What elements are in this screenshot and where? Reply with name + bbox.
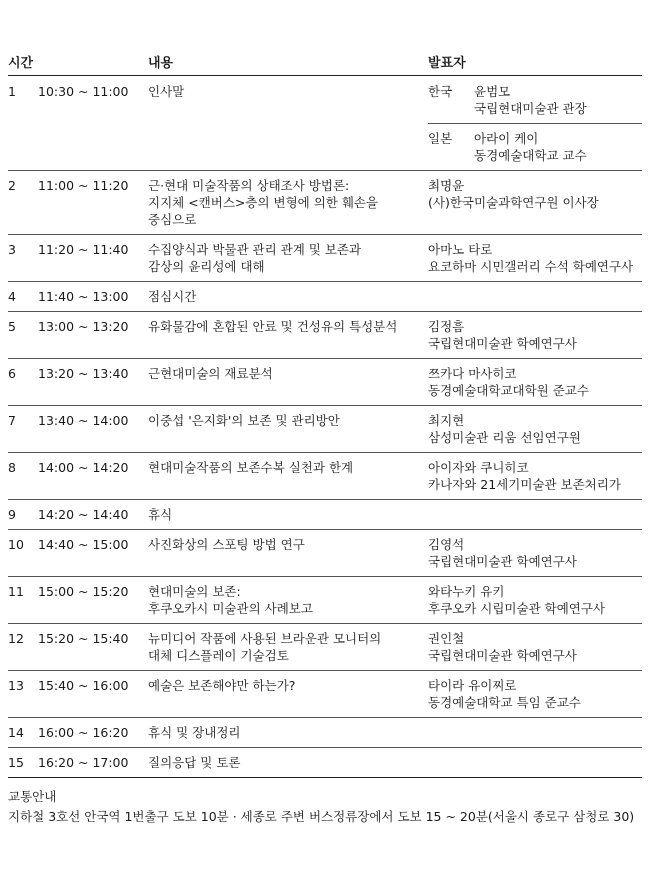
header-content: 내용 — [148, 56, 174, 71]
presenter-line: 권인철 — [428, 631, 465, 646]
row-time: 15:00 ~ 15:20 — [38, 584, 129, 599]
row-time: 16:20 ~ 17:00 — [38, 755, 129, 770]
row-divider — [8, 170, 642, 171]
row-content-line: 휴식 및 장내정리 — [148, 725, 241, 740]
row-divider — [8, 576, 642, 577]
row-divider — [8, 281, 642, 282]
presenter-line: 동경예술대학교 특임 준교수 — [428, 695, 581, 710]
row-content-line: 인사말 — [148, 84, 185, 99]
row-divider — [8, 452, 642, 453]
row-time: 14:00 ~ 14:20 — [38, 460, 129, 475]
row-divider — [8, 405, 642, 406]
row-number: 7 — [8, 413, 16, 428]
row-number: 8 — [8, 460, 16, 475]
presenter-line: 타이라 유이찌로 — [428, 678, 517, 693]
row-content-line: 근·현대 미술작품의 상태조사 방법론: — [148, 178, 350, 193]
row-time: 15:20 ~ 15:40 — [38, 631, 129, 646]
presenter-line: 동경예술대학교 교수 — [474, 148, 587, 163]
row-divider — [8, 777, 642, 778]
footer-text: 지하철 3호선 안국역 1번출구 도보 10분 · 세종로 주변 버스정류장에서 도보 15 ~ 20분(서울시 종로구 삼청로 30) — [8, 809, 635, 824]
row-time: 13:20 ~ 13:40 — [38, 366, 129, 381]
presenter-line: 국립현대미술관 관장 — [474, 101, 587, 116]
presenter-line: 동경예술대학교대학원 준교수 — [428, 383, 589, 398]
row-content-line: 대체 디스플레이 기술검토 — [148, 648, 289, 663]
row-time: 14:20 ~ 14:40 — [38, 507, 129, 522]
presenter-line: 요코하마 시민갤러리 수석 학예연구사 — [428, 259, 634, 274]
header-presenter: 발표자 — [428, 56, 466, 71]
presenter-line: 윤범모 — [474, 84, 511, 99]
presenter-line: (사)한국미술과학연구원 이사장 — [428, 195, 599, 210]
row-number: 4 — [8, 289, 16, 304]
presenter-line: 국립현대미술관 학예연구사 — [428, 336, 577, 351]
row-content-line: 수집양식과 박물관 관리 관계 및 보존과 — [148, 242, 362, 257]
row-content-line: 점심시간 — [148, 289, 197, 304]
row-divider — [8, 234, 642, 235]
row-number: 6 — [8, 366, 16, 381]
row-time: 10:30 ~ 11:00 — [38, 84, 129, 99]
header-rule — [8, 75, 642, 76]
row-content-line: 근현대미술의 재료분석 — [148, 366, 273, 381]
presenter-line: 아이자와 쿠니히코 — [428, 460, 529, 475]
row-content-line: 휴식 — [148, 507, 173, 522]
presenter-line: 김영석 — [428, 537, 465, 552]
row-time: 15:40 ~ 16:00 — [38, 678, 129, 693]
row-divider — [8, 358, 642, 359]
row-content-line: 현대미술작품의 보존수복 실천과 한계 — [148, 460, 354, 475]
footer-title: 교통안내 — [8, 789, 57, 804]
row-number: 5 — [8, 319, 16, 334]
presenter-line: 국립현대미술관 학예연구사 — [428, 554, 577, 569]
row-time: 14:40 ~ 15:00 — [38, 537, 129, 552]
row-time: 13:40 ~ 14:00 — [38, 413, 129, 428]
row-number: 3 — [8, 242, 16, 257]
row-divider — [8, 499, 642, 500]
presenter-country: 일본 — [428, 131, 453, 146]
row-content-line: 질의응답 및 토론 — [148, 755, 241, 770]
row-divider — [8, 311, 642, 312]
row-number: 13 — [8, 678, 24, 693]
row-time: 16:00 ~ 16:20 — [38, 725, 129, 740]
presenter-country: 한국 — [428, 84, 453, 99]
presenter-line: 삼성미술관 리움 선임연구원 — [428, 430, 581, 445]
row-content-line: 예술은 보존해야만 하는가? — [148, 678, 296, 693]
row-divider — [8, 670, 642, 671]
presenter-line: 김정흠 — [428, 319, 465, 334]
presenter-line: 후쿠오카 시립미술관 학예연구사 — [428, 601, 605, 616]
row-number: 15 — [8, 755, 24, 770]
row-number: 1 — [8, 84, 16, 99]
row-content-line: 중심으로 — [148, 212, 197, 227]
row-content-line: 현대미술의 보존: — [148, 584, 241, 599]
row-content-line: 유화물감에 혼합된 안료 및 건성유의 특성분석 — [148, 319, 398, 334]
row-time: 11:20 ~ 11:40 — [38, 242, 129, 257]
header-time: 시간 — [8, 56, 34, 71]
row-time: 13:00 ~ 13:20 — [38, 319, 129, 334]
presenter-line: 최지현 — [428, 413, 465, 428]
presenter-line: 쯔카다 마사히코 — [428, 366, 517, 381]
row-divider — [8, 717, 642, 718]
row-content-line: 사진화상의 스포팅 방법 연구 — [148, 537, 305, 552]
row-number: 12 — [8, 631, 24, 646]
row-number: 9 — [8, 507, 16, 522]
row-content-line: 후쿠오카시 미술관의 사례보고 — [148, 601, 313, 616]
row-number: 2 — [8, 178, 16, 193]
row-content-line: 지지체 <캔버스>층의 변형에 의한 훼손을 — [148, 195, 379, 210]
row-divider — [8, 747, 642, 748]
row-number: 14 — [8, 725, 24, 740]
row-time: 11:40 ~ 13:00 — [38, 289, 129, 304]
presenter-line: 카나자와 21세기미술관 보존처리가 — [428, 477, 621, 492]
row-content-line: 이중섭 '은지화'의 보존 및 관리방안 — [148, 413, 340, 428]
presenter-line: 아라이 케이 — [474, 131, 539, 146]
presenter-divider — [428, 123, 642, 124]
row-divider — [8, 529, 642, 530]
presenter-line: 국립현대미술관 학예연구사 — [428, 648, 577, 663]
row-content-line: 뉴미디어 작품에 사용된 브라운관 모니터의 — [148, 631, 382, 646]
row-divider — [8, 623, 642, 624]
presenter-line: 아마노 타로 — [428, 242, 493, 257]
row-time: 11:00 ~ 11:20 — [38, 178, 129, 193]
presenter-line: 최명윤 — [428, 178, 465, 193]
presenter-line: 와타누키 유키 — [428, 584, 505, 599]
row-content-line: 감상의 윤리성에 대해 — [148, 259, 265, 274]
row-number: 11 — [8, 584, 24, 599]
row-number: 10 — [8, 537, 24, 552]
